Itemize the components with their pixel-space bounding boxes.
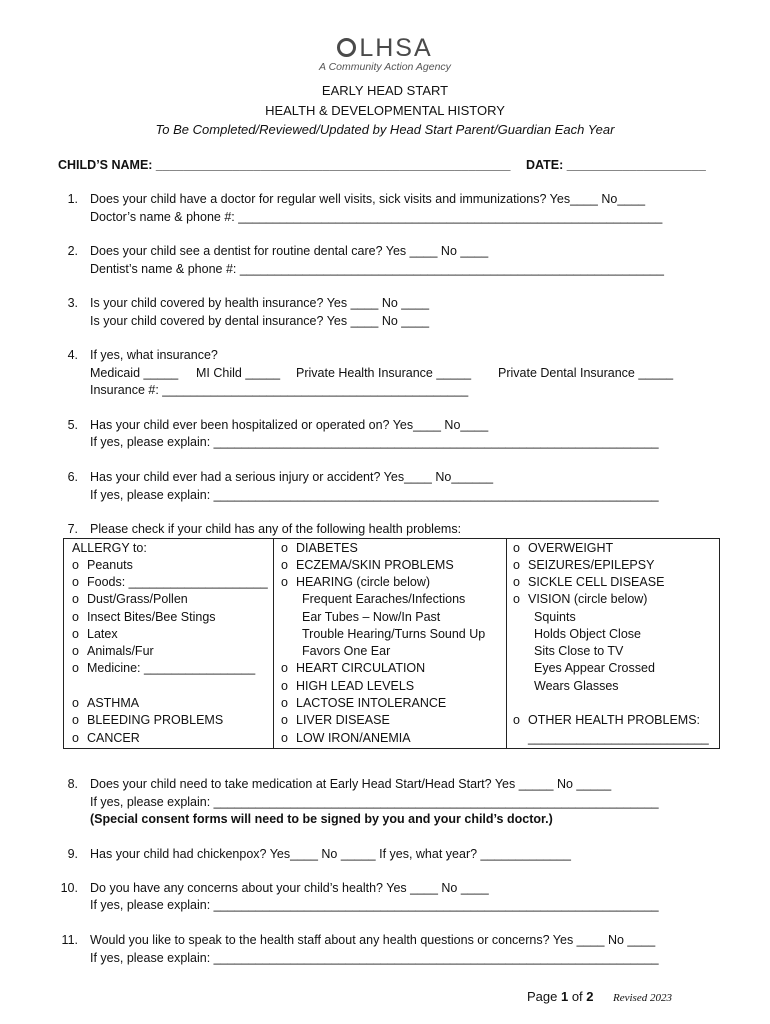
insurance-private-dental[interactable]: Private Dental Insurance _____ — [498, 366, 674, 380]
question-10-explain[interactable]: If yes, please explain: ________________________________________________________________ — [90, 898, 659, 912]
checkbox-overweight[interactable]: o OVERWEIGHT — [513, 541, 614, 555]
checkbox-lead[interactable]: o HIGH LEAD LEVELS — [281, 679, 415, 693]
checkbox-icon[interactable]: o — [72, 661, 79, 675]
checkbox-liver[interactable]: o LIVER DISEASE — [281, 713, 390, 727]
checkbox-icon[interactable]: o — [281, 541, 288, 555]
checkbox-icon[interactable]: o — [72, 696, 79, 710]
vision-option-crossed[interactable]: Eyes Appear Crossed — [534, 661, 655, 675]
child-name-field[interactable]: CHILD’S NAME: ___________________________________________________ — [58, 158, 511, 172]
question-number: 3. — [67, 296, 78, 310]
question-1-doctor-field[interactable]: Doctor’s name & phone #: _____________________________________________________________ — [90, 210, 663, 224]
checkbox-icon[interactable]: o — [513, 713, 520, 727]
checkbox-icon[interactable]: o — [72, 592, 79, 606]
checkbox-heart[interactable]: o HEART CIRCULATION — [281, 661, 426, 675]
question-number: 8. — [67, 777, 78, 791]
title-program: EARLY HEAD START — [321, 83, 449, 98]
question-6-text[interactable]: Has your child ever had a serious injury or accident? Yes____ No______ — [90, 470, 494, 484]
checkbox-asthma[interactable]: o ASTHMA — [72, 696, 140, 710]
checkbox-insect-bites[interactable]: o Insect Bites/Bee Stings — [72, 610, 216, 624]
title-form: HEALTH & DEVELOPMENTAL HISTORY — [265, 103, 505, 118]
checkbox-other[interactable]: o OTHER HEALTH PROBLEMS: — [513, 713, 701, 727]
question-number: 9. — [67, 847, 78, 861]
checkbox-seizures[interactable]: o SEIZURES/EPILEPSY — [513, 558, 655, 572]
revision-date: Revised 2023 — [613, 992, 672, 1004]
checkbox-icon[interactable]: o — [72, 731, 79, 745]
page-number: Page 1 of 2 — [527, 989, 594, 1004]
logo-tagline: A Community Action Agency — [319, 61, 451, 73]
question-number: 11. — [61, 933, 78, 947]
hearing-option-favors-ear[interactable]: Favors One Ear — [302, 644, 391, 658]
question-4-text: If yes, what insurance? — [90, 348, 218, 362]
vision-option-squints[interactable]: Squints — [534, 610, 576, 624]
logo-circle-icon — [337, 38, 356, 57]
checkbox-cancer[interactable]: o CANCER — [72, 731, 140, 745]
checkbox-icon[interactable]: o — [513, 592, 520, 606]
checkbox-vision[interactable]: o VISION (circle below) — [513, 592, 648, 606]
question-6-explain[interactable]: If yes, please explain: ________________________________________________________________ — [90, 488, 659, 502]
insurance-number-field[interactable]: Insurance #: ____________________________________________ — [90, 383, 469, 397]
question-number: 2. — [67, 244, 78, 258]
checkbox-icon[interactable]: o — [72, 627, 79, 641]
checkbox-icon[interactable]: o — [281, 558, 288, 572]
checkbox-icon[interactable]: o — [72, 713, 79, 727]
checkbox-peanuts[interactable]: o Peanuts — [72, 558, 133, 572]
date-field[interactable]: DATE: ____________________ — [526, 158, 706, 172]
checkbox-icon[interactable]: o — [281, 679, 288, 693]
agency-logo — [0, 34, 770, 73]
insurance-private-health[interactable]: Private Health Insurance _____ — [296, 366, 472, 380]
question-5-text[interactable]: Has your child ever been hospitalized or operated on? Yes____ No____ — [90, 418, 489, 432]
checkbox-icon[interactable]: o — [281, 713, 288, 727]
health-column-2 — [274, 539, 507, 748]
question-9-text[interactable]: Has your child had chickenpox? Yes____ No _____ If yes, what year? _____________ — [90, 847, 571, 861]
checkbox-latex[interactable]: o Latex — [72, 627, 118, 641]
checkbox-bleeding[interactable]: o BLEEDING PROBLEMS — [72, 713, 224, 727]
question-number: 6. — [67, 470, 78, 484]
logo-text: LHSA — [359, 34, 433, 62]
logo-wordmark — [0, 34, 770, 63]
question-number: 10. — [60, 881, 78, 895]
question-8-text[interactable]: Does your child need to take medication at Early Head Start/Head Start? Yes _____ No _____ — [90, 777, 612, 791]
question-11-text[interactable]: Would you like to speak to the health staff about any health questions or concerns? Yes ____ No ____ — [90, 933, 656, 947]
allergy-heading: ALLERGY to: — [72, 541, 147, 555]
question-2-dentist-field[interactable]: Dentist’s name & phone #: _____________________________________________________________ — [90, 262, 664, 276]
checkbox-dust[interactable]: o Dust/Grass/Pollen — [72, 592, 188, 606]
question-number: 4. — [67, 348, 78, 362]
question-number: 1. — [67, 192, 78, 206]
checkbox-icon[interactable]: o — [513, 558, 520, 572]
question-5-explain[interactable]: If yes, please explain: ________________________________________________________________ — [90, 435, 659, 449]
question-3-health-insurance[interactable]: Is your child covered by health insurance? Yes ____ No ____ — [90, 296, 430, 310]
checkbox-eczema[interactable]: o ECZEMA/SKIN PROBLEMS — [281, 558, 454, 572]
health-column-3 — [507, 539, 721, 748]
question-1-text[interactable]: Does your child have a doctor for regular well visits, sick visits and immunizations? Yes____ No____ — [90, 192, 646, 206]
checkbox-medicine[interactable]: o Medicine: ________________ — [72, 661, 256, 675]
checkbox-sickle-cell[interactable]: o SICKLE CELL DISEASE — [513, 575, 665, 589]
checkbox-icon[interactable]: o — [72, 610, 79, 624]
health-column-1 — [64, 539, 274, 748]
question-number: 5. — [67, 418, 78, 432]
health-problems-table — [63, 538, 720, 749]
checkbox-icon[interactable]: o — [281, 661, 288, 675]
checkbox-hearing[interactable]: o HEARING (circle below) — [281, 575, 431, 589]
checkbox-foods[interactable]: o Foods: ____________________ — [72, 575, 268, 589]
checkbox-icon[interactable]: o — [513, 575, 520, 589]
checkbox-icon[interactable]: o — [72, 558, 79, 572]
question-11-explain[interactable]: If yes, please explain: ________________________________________________________________ — [90, 951, 659, 965]
checkbox-animals[interactable]: o Animals/Fur — [72, 644, 154, 658]
consent-note: (Special consent forms will need to be signed by you and your child’s doctor.) — [90, 812, 553, 826]
question-2-text[interactable]: Does your child see a dentist for routine dental care? Yes ____ No ____ — [90, 244, 489, 258]
question-3-dental-insurance[interactable]: Is your child covered by dental insurance? Yes ____ No ____ — [90, 314, 430, 328]
checkbox-lactose[interactable]: o LACTOSE INTOLERANCE — [281, 696, 447, 710]
hearing-option-ear-tubes[interactable]: Ear Tubes – Now/In Past — [302, 610, 441, 624]
checkbox-icon[interactable]: o — [72, 644, 79, 658]
checkbox-diabetes[interactable]: o DIABETES — [281, 541, 358, 555]
checkbox-icon[interactable]: o — [513, 541, 520, 555]
checkbox-icon[interactable]: o — [281, 575, 288, 589]
insurance-medicaid[interactable]: Medicaid _____ — [90, 366, 179, 380]
checkbox-iron[interactable]: o LOW IRON/ANEMIA — [281, 731, 411, 745]
hearing-option-trouble[interactable]: Trouble Hearing/Turns Sound Up — [302, 627, 486, 641]
question-7-text: Please check if your child has any of the following health problems: — [90, 522, 462, 536]
insurance-mi-child[interactable]: MI Child _____ — [196, 366, 281, 380]
checkbox-icon[interactable]: o — [281, 696, 288, 710]
vision-option-glasses[interactable]: Wears Glasses — [534, 679, 619, 693]
question-number: 7. — [67, 522, 78, 536]
question-8-explain[interactable]: If yes, please explain: ________________________________________________________________ — [90, 795, 659, 809]
hearing-option-earaches[interactable]: Frequent Earaches/Infections — [302, 592, 466, 606]
checkbox-icon[interactable]: o — [281, 731, 288, 745]
other-problems-field[interactable]: __________________________ — [528, 731, 709, 745]
vision-option-holds-close[interactable]: Holds Object Close — [534, 627, 641, 641]
question-10-text[interactable]: Do you have any concerns about your child’s health? Yes ____ No ____ — [90, 881, 489, 895]
form-instructions: To Be Completed/Reviewed/Updated by Head Start Parent/Guardian Each Year — [155, 122, 615, 137]
vision-option-sits-close[interactable]: Sits Close to TV — [534, 644, 624, 658]
checkbox-icon[interactable]: o — [72, 575, 79, 589]
